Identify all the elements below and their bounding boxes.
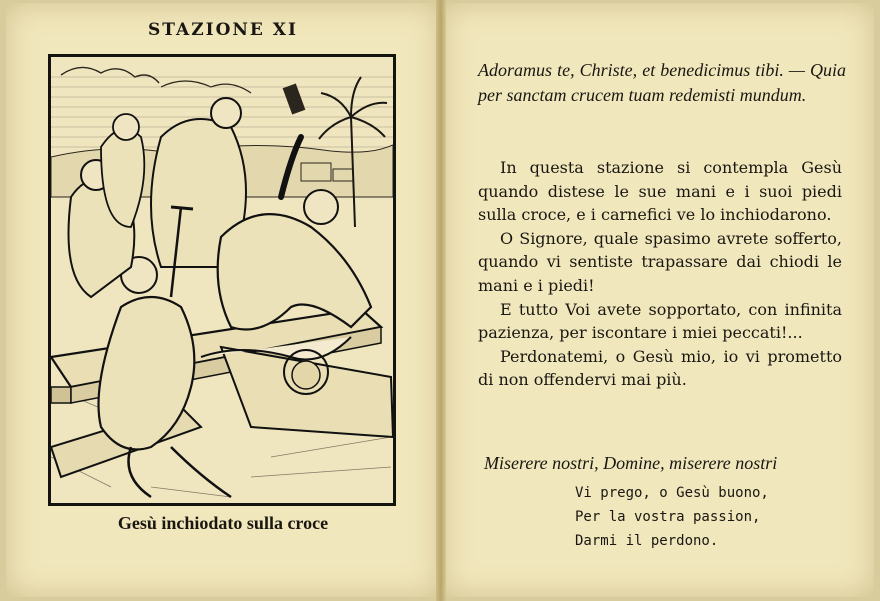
prayer-line: Darmi il perdono. [575,533,719,549]
meditation-text [478,156,842,392]
meditation-paragraph: Perdonatemi, o Gesù mio, io vi prometto di non offendervi mai più. [478,346,842,390]
meditation-paragraph: O Signore, quale spasimo avrete sofferto, quando vi sentiste trapassare dai chiodi le mani e i piedi! [478,228,842,295]
closing-prayer [575,481,769,553]
station-title: STAZIONE XI [148,20,298,40]
crucifixion-engraving-icon [51,57,393,503]
prayer-line: Per la vostra passion, [575,509,761,525]
crucifixion-illustration [48,54,396,506]
meditation-paragraph: In questa stazione si contempla Gesù quando distese le sue mani e i suoi piedi sulla croce, e i carnefici ve lo inchiodarono. [478,158,842,225]
prayer-line: Vi prego, o Gesù buono, [575,485,769,501]
meditation-paragraph: E tutto Voi avete sopportato, con infinita pazienza, per iscontare i miei peccati!... [478,299,842,343]
miserere-line: Miserere nostri, Domine, miserere nostri [484,453,778,473]
illustration-caption: Gesù inchiodato sulla croce [117,513,329,533]
adoramus-verse: Adoramus te, Christe, et benedicimus tibi. — Quia per sanctam crucem tuam redemisti mundum. [478,60,846,105]
book-gutter [436,0,446,601]
